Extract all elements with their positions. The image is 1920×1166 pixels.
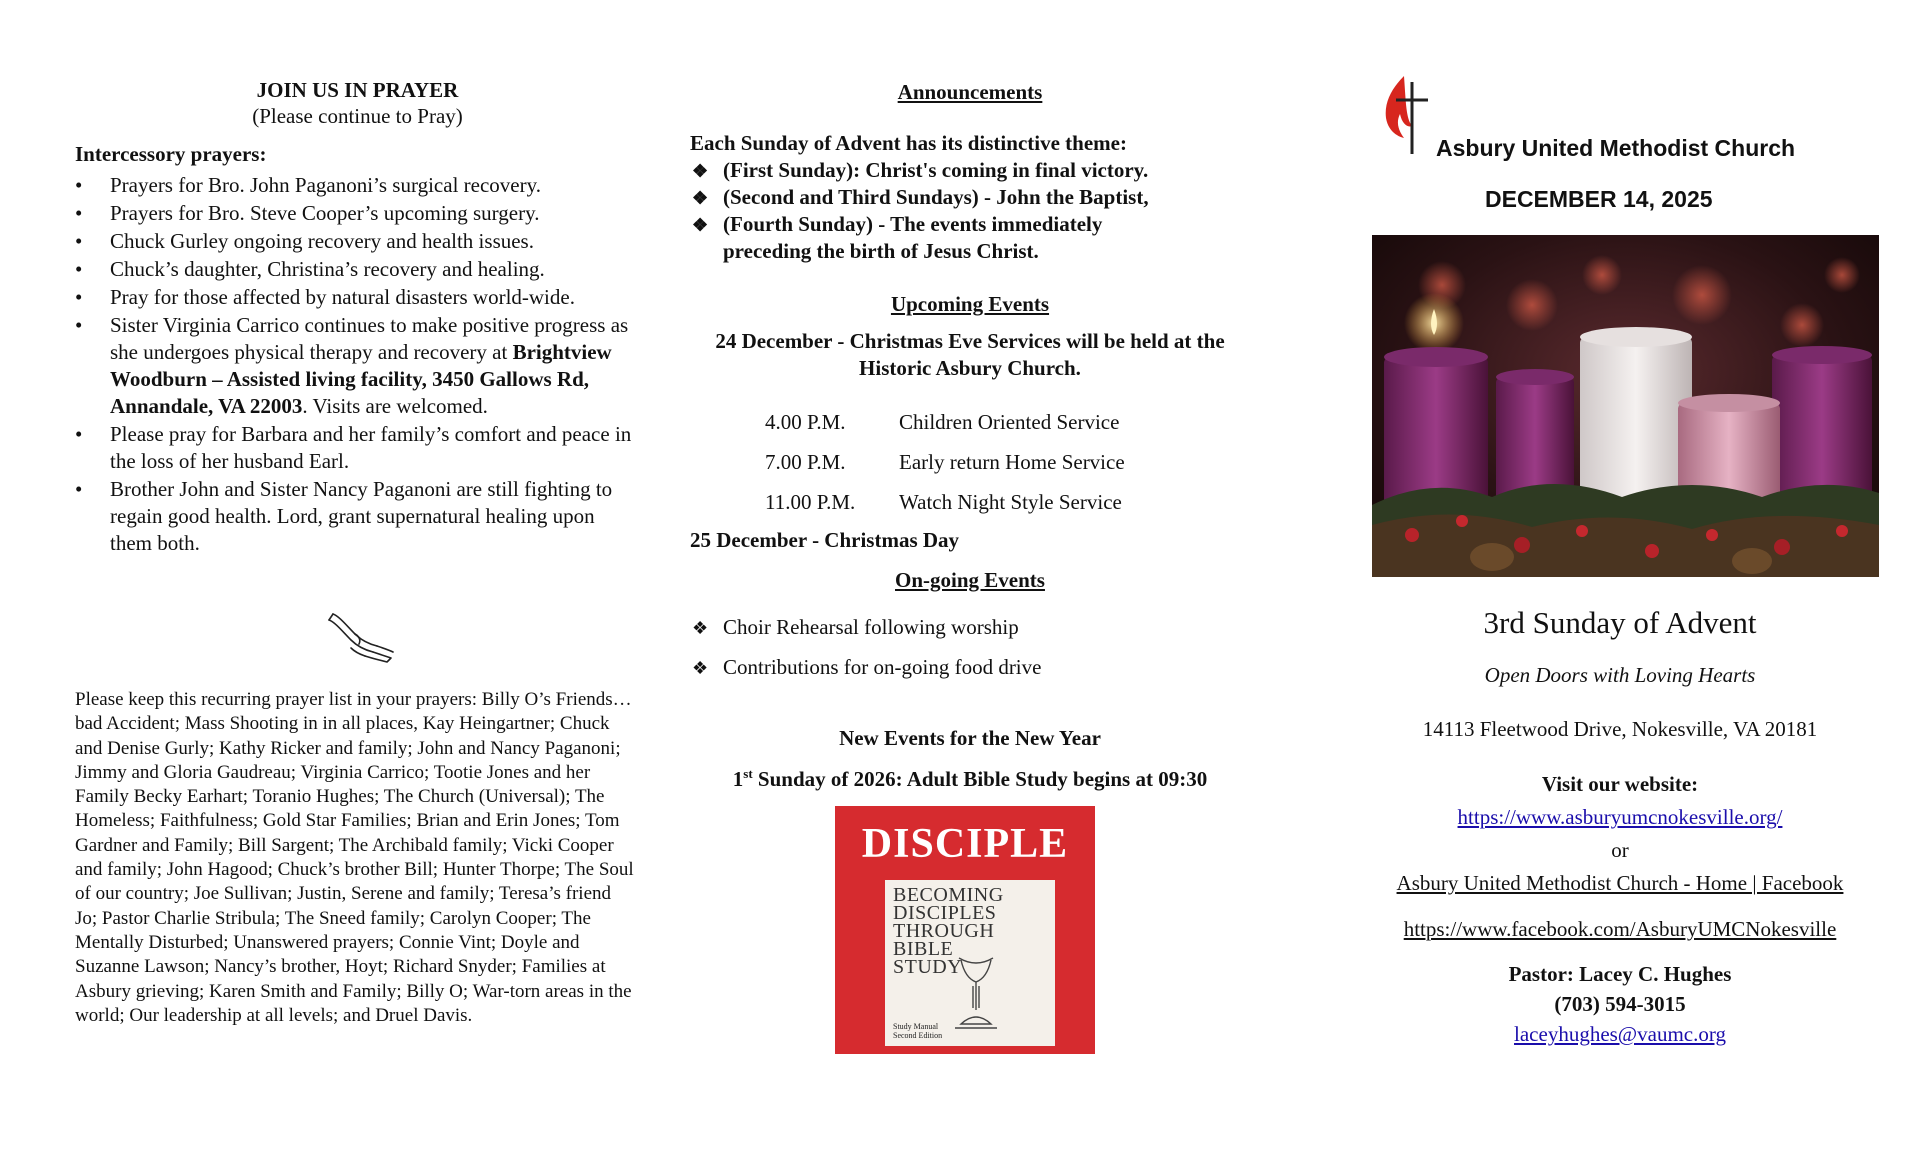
service-name: Children Oriented Service [899, 410, 1120, 434]
new-events-heading: New Events for the New Year [839, 726, 1101, 750]
or-text: or [1611, 838, 1629, 862]
pastor-email-link[interactable]: laceyhughes@vaumc.org [1514, 1022, 1726, 1046]
book-inner-panel [885, 880, 1055, 1046]
advent-candles-photo [1372, 235, 1879, 577]
service-date: DECEMBER 14, 2025 [1485, 186, 1713, 212]
service-row [765, 410, 1119, 435]
diamond-bullet-icon: ❖ [692, 658, 709, 678]
advent-intro: Each Sunday of Advent has its distinctive theme: [690, 131, 1127, 155]
website-row [1360, 805, 1880, 830]
visit-website-label: Visit our website: [1541, 772, 1699, 796]
praying-hands-icon [325, 606, 395, 664]
ongoing-event-item: ❖ Contributions for on-going food drive [690, 647, 1041, 687]
christmas-eve-notice: 24 December - Christmas Eve Services will be held at the Historic Asbury Church. [715, 329, 1225, 380]
prayer-list [75, 172, 640, 558]
advent-theme-list [690, 157, 1149, 265]
cross-and-flame-icon [1382, 74, 1430, 156]
chalice-icon [951, 952, 1001, 1032]
sunday-title: 3rd Sunday of Advent [1483, 605, 1757, 640]
intercessory-label: Intercessory prayers: [75, 142, 267, 166]
service-name: Early return Home Service [899, 450, 1125, 474]
service-time: 11.00 P.M. [765, 490, 856, 514]
ongoing-events-list [690, 607, 1041, 687]
advent-theme-item: ❖ (Second and Third Sundays) - John the Baptist, [690, 184, 1149, 211]
prayer-title: JOIN US IN PRAYER [256, 78, 459, 102]
disciple-book-cover [835, 806, 1095, 1054]
prayer-item: • Please pray for Barbara and her family’s comfort and peace in the loss of her husband Earl. [75, 421, 640, 475]
prayer-item: • Prayers for Bro. Steve Cooper’s upcoming surgery. [75, 200, 640, 227]
diamond-bullet-icon: ❖ [692, 188, 709, 208]
ongoing-event-item: ❖ Choir Rehearsal following worship [690, 607, 1041, 647]
prayer-item: • Pray for those affected by natural disasters world-wide. [75, 284, 640, 311]
service-theme: Open Doors with Loving Hearts [1484, 663, 1756, 687]
service-row [765, 490, 1122, 515]
facebook-page-link[interactable]: Asbury United Methodist Church - Home | Facebook [1396, 871, 1844, 895]
virginia-text: Sister Virginia Carrico continues to make positive progress as she undergoes physical therapy and recovery at [110, 313, 629, 364]
advent-themes [690, 130, 1149, 265]
service-time: 4.00 P.M. [765, 410, 846, 434]
upcoming-events-heading: Upcoming Events [890, 292, 1050, 316]
website-link[interactable]: https://www.asburyumcnokesville.org/ [1457, 805, 1783, 829]
virginia-visits: . Visits are welcomed. [302, 394, 488, 418]
prayer-item: • Brother John and Sister Nancy Paganoni are still fighting to regain good health. Lord, grant supernatural healing upon them both. [75, 476, 640, 557]
recurring-prayer-list: Please keep this recurring prayer list in your prayers: Billy O’s Friends…bad Accident; Mass Shooting in in all places, Kay Heingartner; Chuck and Denise Gurly; Kathy Ricker and family; John and Nancy Paganoni; Jimmy and Gloria Gaudreau; Virginia Carrico; Tootie Jones and her Family Becky Earhart; Toranio Hughes; The Church (Universal); The Homeless; Faithfulness; Gold Star Families; Brian and Erin Jones; Tom Gardner and Family; Bill Sargent; The Archibald family; Vicki Cooper and family; John Hagood; Chuck’s brother Bill; Hunter Thorpe; The Soul of our country; Joe Sullivan; Justin, Serene and family; Teresa’s friend Jo; Pastor Charlie Stribula; The Sneed family; Carolyn Cooper; The Mentally Disturbed; Unanswered prayers; Connie Vint; Doyle and Suzanne Lawson; Nancy’s brother, Hoyt; Richard Snyder; Families at Asbury grieving; Karen Smith and Family; Billy O; War-torn areas in the world; Our leadership at all levels; and Druel Davis. [75, 689, 634, 1026]
book-subtitle: BECOMING DISCIPLES THROUGH BIBLE STUDY [893, 884, 1004, 978]
christmas-day: 25 December - Christmas Day [690, 528, 960, 552]
diamond-bullet-icon: ❖ [692, 161, 709, 181]
bible-study-announcement: 1st Sunday of 2026: Adult Bible Study begins at 09:30 [732, 766, 1208, 791]
church-address: 14113 Fleetwood Drive, Nokesville, VA 20181 [1422, 717, 1818, 741]
diamond-bullet-icon: ❖ [692, 215, 709, 235]
prayer-item-virginia [75, 312, 640, 420]
church-name: Asbury United Methodist Church [1436, 135, 1796, 161]
pastor-phone: (703) 594-3015 [1554, 992, 1686, 1016]
email-row [1360, 1022, 1880, 1047]
pastor-name: Pastor: Lacey C. Hughes [1508, 962, 1732, 986]
prayer-panel [75, 0, 640, 1166]
facebook-url-link[interactable]: https://www.facebook.com/AsburyUMCNokesville [1403, 917, 1837, 941]
diamond-bullet-icon: ❖ [692, 618, 709, 638]
advent-theme-item: ❖ (Fourth Sunday) - The events immediately preceding the birth of Jesus Christ. [692, 212, 1103, 263]
book-title: DISCIPLE [861, 821, 1069, 867]
service-row [765, 450, 1125, 475]
prayer-item: • Chuck Gurley ongoing recovery and health issues. [75, 228, 640, 255]
ongoing-events-heading: On-going Events [895, 568, 1045, 592]
announcements-heading: Announcements [897, 80, 1043, 104]
prayer-subtitle: (Please continue to Pray) [252, 104, 463, 128]
announcements-panel [690, 0, 1250, 1166]
service-time: 7.00 P.M. [765, 450, 846, 474]
service-name: Watch Night Style Service [899, 490, 1122, 514]
prayer-item: • Prayers for Bro. John Paganoni’s surgical recovery. [75, 172, 640, 199]
advent-theme-item: ❖ (First Sunday): Christ's coming in final victory. [690, 157, 1149, 184]
virginia-address: Brightview Woodburn – Assisted living facility, 3450 Gallows Rd, Annandale, VA 22003 [110, 340, 612, 418]
cover-panel [1360, 0, 1880, 1166]
prayer-item: • Chuck’s daughter, Christina’s recovery and healing. [75, 256, 640, 283]
book-edition: Study Manual Second Edition [893, 1022, 943, 1040]
